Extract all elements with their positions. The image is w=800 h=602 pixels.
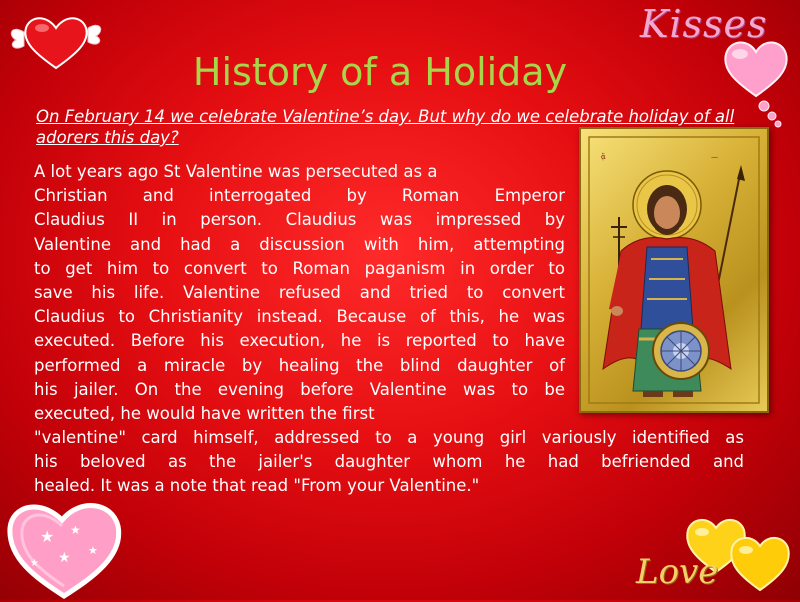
story-line: A lot years ago St Valentine was persecuted as a [34, 162, 438, 181]
svg-text:★: ★ [88, 544, 98, 557]
svg-text:★: ★ [40, 527, 55, 546]
story-line: Christian and interrogated by Roman Emperor [34, 186, 565, 206]
story-line: "valentine" card himself, addressed to a young girl variously identified as [34, 428, 744, 447]
story-line: Valentine and had a discussion with him, attempting [34, 234, 565, 254]
slide-title: History of a Holiday [192, 50, 568, 94]
story-line: his beloved as the jailer's daughter whom he had befriended and [34, 452, 744, 471]
story-line: Claudius to Christianity instead. Because of this, he was [34, 307, 565, 327]
story-line: to get him to convert to Roman paganism in order to [34, 258, 565, 278]
star-heart-icon [0, 492, 130, 602]
story-line: his jailer. On the evening before Valentine was to be [34, 379, 565, 399]
kisses-decor-text: Kisses [640, 2, 768, 46]
love-decor-text: Love [636, 552, 719, 592]
story-line: performed a miracle by healing the blind daughter of [34, 355, 565, 375]
saint-icon-image [579, 127, 769, 413]
story-line: executed, he would have written the first [34, 404, 375, 424]
svg-text:★: ★ [70, 523, 81, 537]
svg-text:★: ★ [30, 558, 39, 569]
svg-text:—: — [711, 153, 718, 161]
story-paragraph [34, 160, 565, 426]
story-line: healed. It was a note that read "From your Valentine." [34, 476, 480, 495]
svg-text:★: ★ [58, 550, 71, 566]
story-line: executed. Before his execution, he is reported to have [34, 331, 565, 351]
intro-question: On February 14 we celebrate Valentine’s day. But why do we celebrate holiday of all adorers this day? [36, 107, 735, 147]
svg-text:ᾅ: ᾅ [601, 153, 606, 161]
story-line: Claudius II in person. Claudius was impressed by [34, 210, 565, 230]
story-line: save his life. Valentine refused and tried to convert [34, 283, 565, 303]
story-continuation [34, 426, 744, 498]
